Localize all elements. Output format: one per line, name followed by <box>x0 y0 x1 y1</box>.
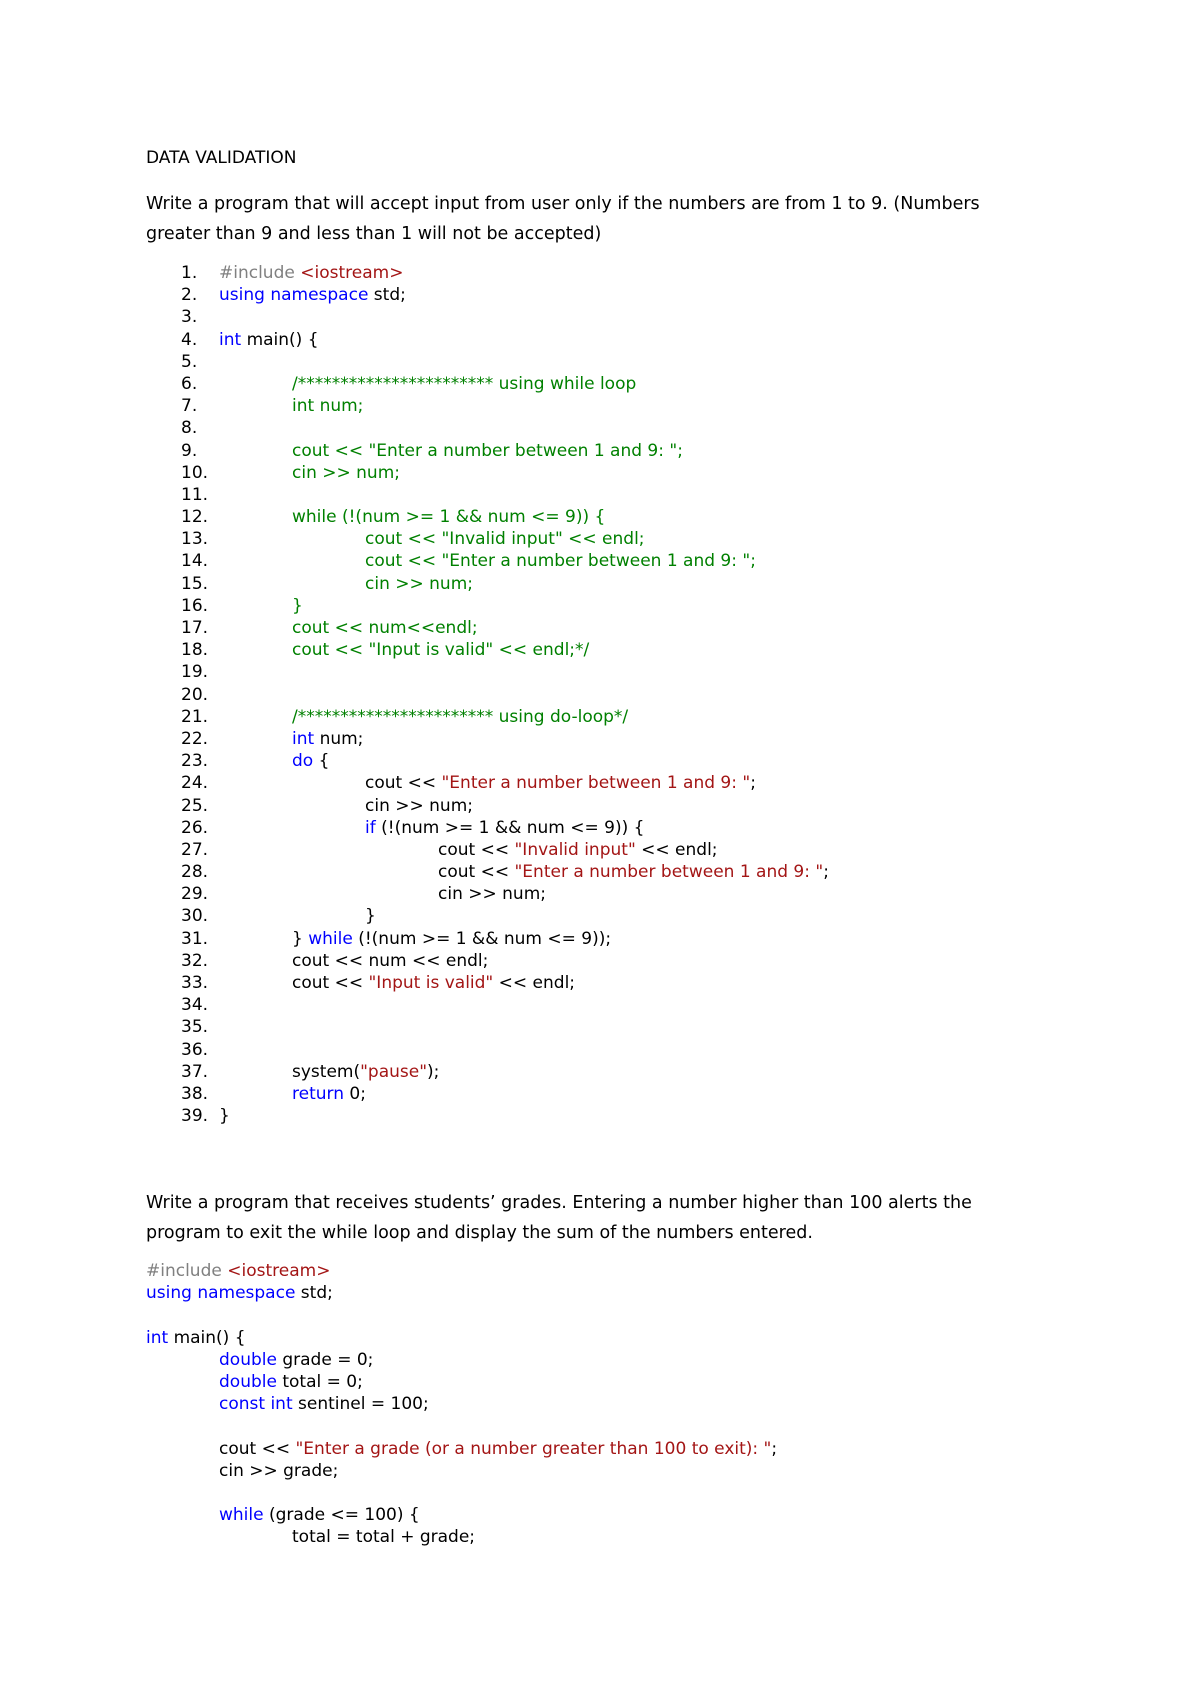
code-token: cin >> num; <box>365 573 473 594</box>
code-token: int num; <box>292 396 364 417</box>
code-line <box>146 1526 1106 1548</box>
code-line <box>146 728 1106 750</box>
line-number: 12. <box>181 507 209 528</box>
code-token: int <box>270 1394 293 1415</box>
code-line <box>146 661 1106 683</box>
line-number: 6. <box>181 373 198 394</box>
code-line <box>146 306 1106 328</box>
code-line <box>146 440 1106 462</box>
code-token: cout << <box>438 839 515 860</box>
code-line <box>146 484 1106 506</box>
code-token: cin >> grade; <box>219 1460 339 1481</box>
code-token: while (!(num >= 1 && num <= 9)) { <box>292 507 606 528</box>
code-token: cout << "Enter a number between 1 and 9: "; <box>365 551 756 572</box>
code-line <box>146 1327 1106 1349</box>
code-token: 0; <box>343 1083 366 1104</box>
code-token: using namespace <box>219 285 369 306</box>
code-line <box>146 1304 1106 1326</box>
line-number: 22. <box>181 728 209 749</box>
line-number: 36. <box>181 1039 209 1060</box>
line-number: 30. <box>181 906 209 927</box>
code-token: ; <box>823 862 829 883</box>
code-text <box>292 1526 475 1548</box>
code-line <box>146 1482 1106 1504</box>
code-text <box>292 639 589 661</box>
code-token: #include <box>219 263 301 283</box>
code-token: using namespace <box>146 1283 296 1304</box>
code-text <box>219 329 319 351</box>
code-line <box>146 905 1106 927</box>
code-text <box>292 617 478 639</box>
code-line <box>146 462 1106 484</box>
code-line <box>146 262 1106 284</box>
code-token: int <box>292 728 315 749</box>
code-text <box>365 772 756 794</box>
code-line <box>146 284 1106 306</box>
code-text <box>219 1371 363 1393</box>
code-token: << endl; <box>635 839 718 860</box>
code-token: num; <box>314 728 364 749</box>
code-token: grade = 0; <box>276 1349 374 1370</box>
code-line <box>146 750 1106 772</box>
code-text <box>292 950 488 972</box>
code-text <box>146 1282 333 1304</box>
code-line <box>146 1016 1106 1038</box>
code-token: } <box>365 906 376 927</box>
code-token: << endl; <box>493 973 576 993</box>
task1-description: Write a program that will accept input from user only if the numbers are from 1 to 9. (Numbers greater than 9 and less than 1 will not be accepted) <box>146 194 980 244</box>
code-line <box>146 639 1106 661</box>
code-line <box>146 1039 1106 1061</box>
code-token: } <box>292 595 303 616</box>
code-text <box>365 795 473 817</box>
code-line <box>146 395 1106 417</box>
code-text <box>219 262 403 284</box>
code-line <box>146 684 1106 706</box>
line-number: 31. <box>181 928 209 949</box>
code-line <box>146 1349 1106 1371</box>
code-token: cin >> num; <box>292 462 400 483</box>
line-number: 15. <box>181 573 209 594</box>
code-token: ); <box>427 1061 440 1082</box>
line-number: 39. <box>181 1106 209 1127</box>
code-text <box>365 817 644 839</box>
line-number: 25. <box>181 795 209 816</box>
line-number: 21. <box>181 706 209 727</box>
code-token: { <box>313 751 330 772</box>
code-line <box>146 550 1106 572</box>
line-number: 17. <box>181 618 209 638</box>
code-line <box>146 1460 1106 1482</box>
code-token: std; <box>295 1283 333 1304</box>
line-number: 16. <box>181 595 209 616</box>
line-number: 28. <box>181 862 209 883</box>
code-token: main() { <box>241 329 319 350</box>
code-token: main() { <box>168 1327 246 1348</box>
line-number: 4. <box>181 329 198 350</box>
code-text <box>438 861 829 883</box>
line-number: 3. <box>181 307 198 328</box>
line-number: 10. <box>181 462 209 483</box>
code-token: do <box>292 751 314 772</box>
code-text <box>292 395 363 417</box>
code-line <box>146 1282 1106 1304</box>
code-text <box>438 883 546 905</box>
line-number: 35. <box>181 1017 209 1038</box>
code-text <box>146 1327 246 1349</box>
code-token: #include <box>146 1261 228 1281</box>
code-line <box>146 928 1106 950</box>
code-line <box>146 772 1106 794</box>
code-line <box>146 1061 1106 1083</box>
code-text <box>365 528 645 550</box>
code-line <box>146 817 1106 839</box>
line-number: 11. <box>181 484 209 505</box>
code-token: /*********************** using do-loop*/ <box>292 706 629 727</box>
code-token: cout << <box>365 773 442 794</box>
code-line <box>146 861 1106 883</box>
code-text <box>292 928 611 950</box>
code-text <box>292 750 329 772</box>
code-line <box>146 1504 1106 1526</box>
code-text <box>219 1438 777 1460</box>
line-number: 23. <box>181 751 209 772</box>
code-token: (grade <= 100) { <box>263 1505 420 1526</box>
code-text <box>365 573 473 595</box>
code-line <box>146 1105 1106 1127</box>
code-token: /*********************** using while loop <box>292 373 637 394</box>
line-number: 19. <box>181 662 209 683</box>
line-number: 2. <box>181 285 198 306</box>
code-line <box>146 1083 1106 1105</box>
code-text <box>292 506 605 528</box>
code-token: cout << num<<endl; <box>292 618 478 638</box>
code-token: int <box>219 329 242 350</box>
code-text <box>292 440 683 462</box>
code-token: <iostream> <box>300 263 404 283</box>
code-text <box>438 839 718 861</box>
code-token: sentinel = 100; <box>292 1394 429 1415</box>
code-token: "Enter a number between 1 and 9: " <box>514 862 824 883</box>
code-text <box>292 373 636 395</box>
program1-code-listing <box>146 262 1106 1127</box>
code-line <box>146 795 1106 817</box>
code-token: cout << num << endl; <box>292 950 489 971</box>
code-text <box>365 550 756 572</box>
code-text <box>219 1105 230 1127</box>
code-text <box>292 462 400 484</box>
code-token: (!(num >= 1 && num <= 9)) { <box>375 817 645 838</box>
code-token: "pause" <box>360 1061 428 1082</box>
code-line <box>146 706 1106 728</box>
code-token: "Invalid input" <box>514 839 636 860</box>
code-token: if <box>365 817 376 838</box>
code-line <box>146 573 1106 595</box>
code-token: cin >> num; <box>365 795 473 816</box>
program2-code-listing <box>146 1260 1106 1548</box>
code-text <box>146 1260 330 1282</box>
code-token: <iostream> <box>227 1261 331 1281</box>
code-line <box>146 883 1106 905</box>
code-token: double <box>219 1349 277 1370</box>
code-text <box>292 595 303 617</box>
code-token: cout << "Enter a number between 1 and 9: "; <box>292 440 683 461</box>
line-number: 18. <box>181 640 209 661</box>
line-number: 29. <box>181 884 209 905</box>
code-token: system( <box>292 1061 361 1082</box>
code-line <box>146 1415 1106 1437</box>
code-token: cout << <box>438 862 515 883</box>
code-text <box>219 1504 420 1526</box>
code-token: const <box>219 1394 266 1415</box>
code-text <box>219 1460 338 1482</box>
line-number: 9. <box>181 440 198 461</box>
code-token: "Enter a number between 1 and 9: " <box>441 773 751 794</box>
code-token: cin >> num; <box>438 884 546 905</box>
code-text <box>219 1393 429 1415</box>
code-line <box>146 351 1106 373</box>
code-token: "Input is valid" <box>368 973 494 993</box>
code-token: (!(num >= 1 && num <= 9)); <box>352 928 612 949</box>
code-line <box>146 950 1106 972</box>
code-token: cout << <box>219 1438 296 1459</box>
line-number: 8. <box>181 418 198 439</box>
code-line <box>146 1260 1106 1282</box>
code-line <box>146 329 1106 351</box>
code-line <box>146 1393 1106 1415</box>
code-line <box>146 617 1106 639</box>
code-token: } <box>292 928 309 949</box>
code-text <box>292 728 363 750</box>
line-number: 32. <box>181 950 209 971</box>
line-number: 26. <box>181 817 209 838</box>
line-number: 33. <box>181 973 209 993</box>
code-line <box>146 373 1106 395</box>
task2-description: Write a program that receives students’ grades. Entering a number higher than 100 alerts the program to exit the while loop and display the sum of the numbers entered. <box>146 1193 972 1243</box>
code-token: "Enter a grade (or a number greater than 100 to exit): " <box>295 1438 772 1459</box>
code-line <box>146 506 1106 528</box>
line-number: 38. <box>181 1083 209 1104</box>
line-number: 34. <box>181 995 209 1016</box>
code-line <box>146 417 1106 439</box>
line-number: 7. <box>181 396 198 417</box>
line-number: 14. <box>181 551 209 572</box>
code-line <box>146 528 1106 550</box>
code-line <box>146 839 1106 861</box>
code-text <box>219 284 406 306</box>
code-line <box>146 1438 1106 1460</box>
line-number: 24. <box>181 773 209 794</box>
code-token: while <box>308 928 353 949</box>
code-token: double <box>219 1371 277 1392</box>
code-text <box>292 972 575 994</box>
code-text <box>292 706 628 728</box>
line-number: 27. <box>181 839 209 860</box>
line-number: 20. <box>181 684 209 705</box>
page-title: DATA VALIDATION <box>146 148 297 168</box>
line-number: 5. <box>181 351 198 372</box>
code-text <box>292 1083 366 1105</box>
line-number: 13. <box>181 529 209 550</box>
code-text <box>292 1061 439 1083</box>
code-token: total = total + grade; <box>292 1527 476 1548</box>
code-token: total = 0; <box>276 1371 363 1392</box>
line-number: 37. <box>181 1061 209 1082</box>
code-line <box>146 1371 1106 1393</box>
code-token: std; <box>368 285 406 306</box>
code-token: cout << "Invalid input" << endl; <box>365 529 645 550</box>
code-token: ; <box>771 1438 778 1459</box>
code-token: while <box>219 1505 264 1526</box>
code-token: ; <box>750 773 756 794</box>
code-token: cout << "Input is valid" << endl;*/ <box>292 640 590 661</box>
code-line <box>146 994 1106 1016</box>
code-token: return <box>292 1083 344 1104</box>
code-line <box>146 595 1106 617</box>
code-token: } <box>219 1106 230 1127</box>
line-number: 1. <box>181 263 198 283</box>
code-text <box>365 905 376 927</box>
code-token: cout << <box>292 973 369 993</box>
code-line <box>146 972 1106 994</box>
code-token: int <box>146 1327 169 1348</box>
code-text <box>219 1349 373 1371</box>
